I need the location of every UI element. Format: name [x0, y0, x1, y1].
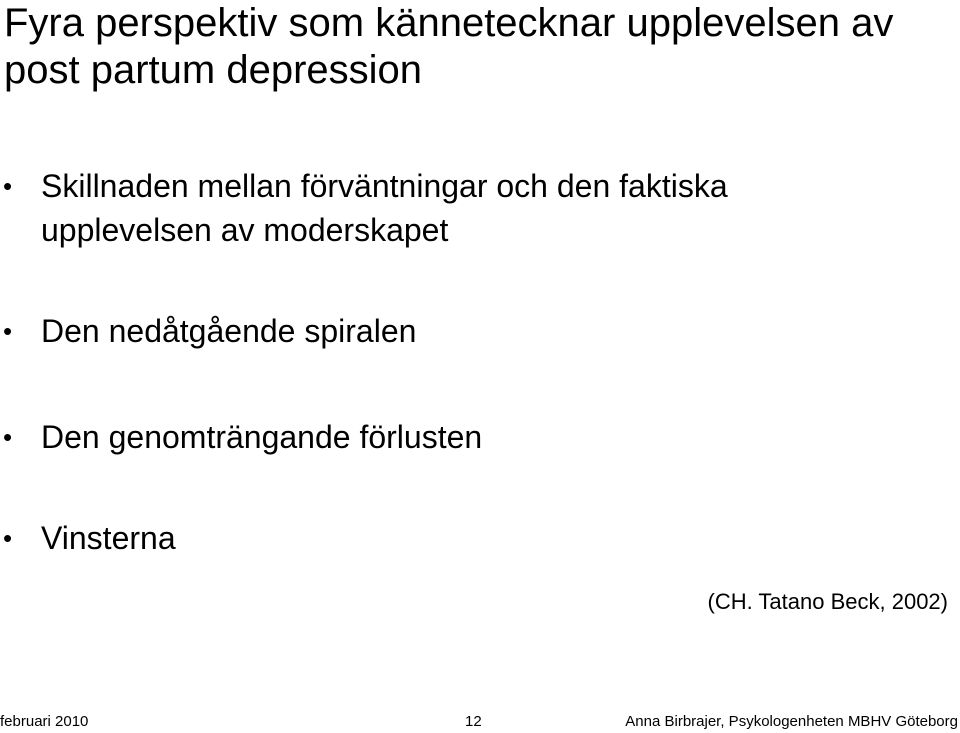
bullet-text: Skillnaden mellan förväntningar och den faktiska upplevelsen av moderskapet [41, 168, 728, 248]
bullet-text: Den nedåtgående spiralen [41, 313, 417, 349]
bullet-text: Vinsterna [41, 520, 176, 556]
citation: (CH. Tatano Beck, 2002) [707, 589, 948, 614]
bullet-marker: • [3, 422, 13, 452]
footer-page-number: 12 [465, 713, 482, 730]
footer-date: februari 2010 [0, 713, 89, 730]
bullet-marker: • [3, 316, 13, 346]
slide-title: Fyra perspektiv som kännetecknar upplevelsen av post partum depression [4, 1, 894, 92]
footer-author: Anna Birbrajer, Psykologenheten MBHV Göteborg [625, 713, 958, 730]
bullet-marker: • [3, 523, 13, 553]
bullet-text: Den genomträngande förlusten [41, 419, 483, 455]
bullet-marker: • [3, 171, 13, 201]
